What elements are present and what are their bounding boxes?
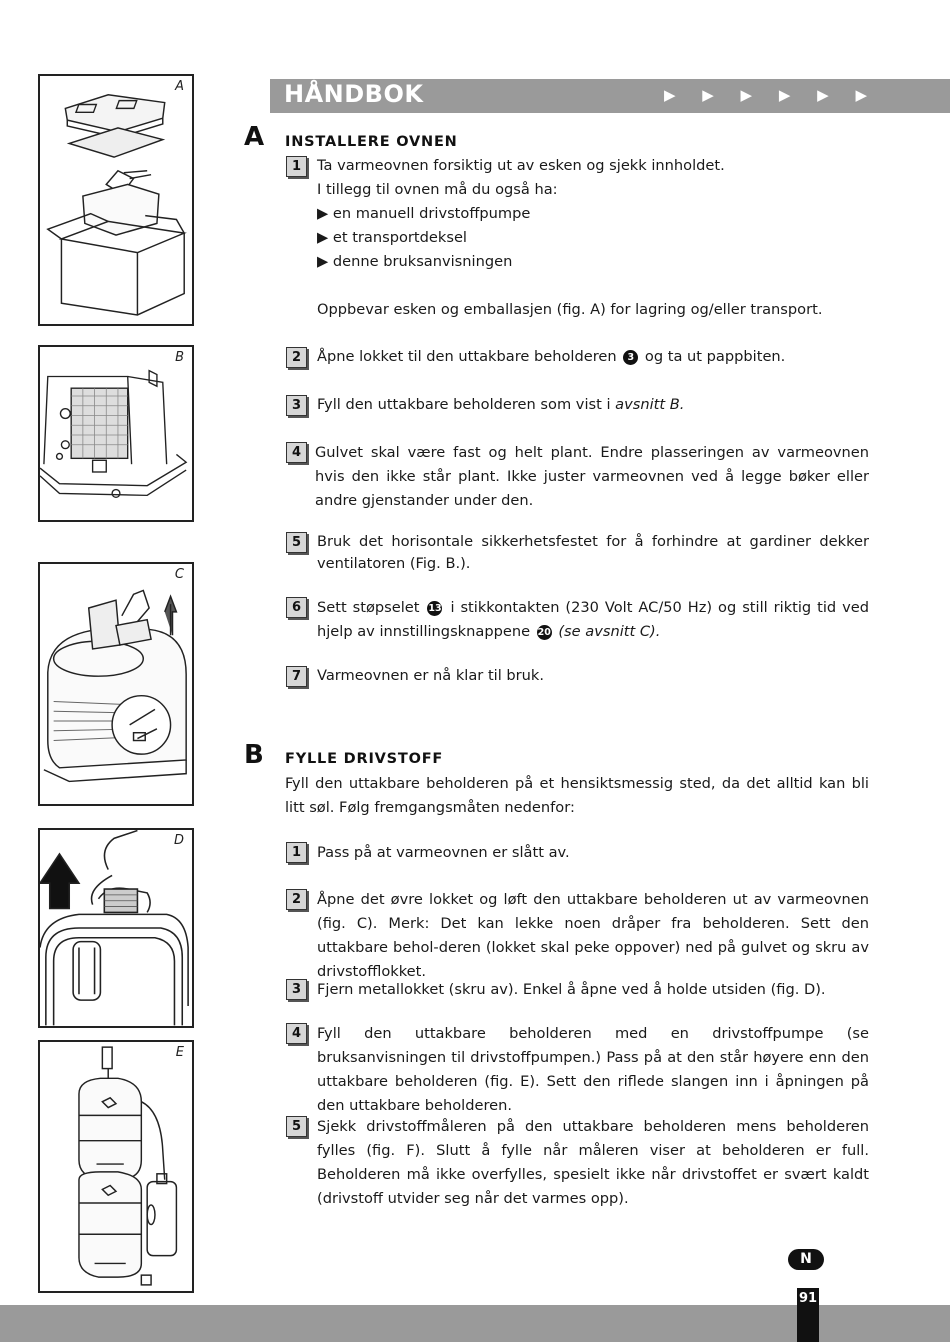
figure-d [38, 828, 194, 1028]
header-arrows: ▶ ▶ ▶ ▶ ▶ ▶ [663, 86, 878, 104]
section-b-letter: B [244, 740, 264, 770]
also-need-text: I tillegg til ovnen må du også ha: [317, 181, 558, 198]
bullet-item: ▶ et transportdeksel [317, 229, 467, 246]
step-a2-text-after: og ta ut pappbiten. [644, 348, 786, 365]
step-a6-text-1: Sett støpselet [317, 599, 420, 616]
language-badge: N [788, 1249, 824, 1270]
step-b1-number: 1 [286, 842, 307, 863]
bullet-text: et transportdeksel [332, 229, 467, 246]
section-b-intro: Fyll den uttakbare beholderen på et hensiktsmessig sted, da det alltid kan bli litt søl. Følg fremgangsmåten nedenfor: [285, 775, 869, 816]
figure-c-illustration [40, 564, 192, 804]
bullet-text: denne bruksanvisningen [332, 253, 513, 270]
section-a-title: INSTALLERE OVNEN [285, 134, 458, 150]
bullet-item: ▶ en manuell drivstoffpumpe [317, 205, 531, 222]
figure-a [38, 74, 194, 326]
step-b5-number: 5 [286, 1116, 307, 1137]
step-a5-text: Bruk det horisontale sikkerhetsfestet for å forhindre at gardiner dekker ventilatoren (Fig. B.). [317, 533, 869, 572]
step-a3-text-main: Fyll den uttakbare beholderen som vist i [317, 396, 611, 413]
step-a6-text [317, 596, 869, 644]
ref-20-badge: 20 [537, 627, 551, 638]
figure-d-label: D [173, 833, 184, 848]
step-a4-number: 4 [286, 442, 307, 463]
step-a7-number: 7 [286, 666, 307, 687]
step-a3-text [317, 393, 869, 417]
step-a6-text-italic: (se avsnitt C). [558, 623, 661, 640]
figure-e [38, 1040, 194, 1293]
bullet-item: ▶ denne bruksanvisningen [317, 253, 513, 270]
figure-a-label: A [175, 79, 184, 94]
step-b1-text: Pass på at varmeovnen er slått av. [317, 844, 570, 861]
step-a6-text-2: i stikkontakten (230 Volt AC/50 Hz) og still riktig tid ved hjelp av innstillingsknappene [317, 599, 870, 640]
step-a3-text-italic: avsnitt B. [615, 396, 685, 413]
step-a4-text: Gulvet skal være fast og helt plant. Endre plasseringen av varmeovnen hvis den ikke står plant. Ikke juster varmeovnen ved å legge bøker eller andre gjenstander under den. [315, 444, 869, 509]
ref-3-badge: 3 [623, 350, 638, 365]
step-b4-number: 4 [286, 1023, 307, 1044]
figure-b [38, 345, 194, 522]
figure-c [38, 562, 194, 806]
step-b2-number: 2 [286, 889, 307, 910]
step-a1-text: Ta varmeovnen forsiktig ut av esken og sjekk innholdet. [317, 157, 725, 174]
figure-a-illustration [40, 76, 192, 324]
bullet-text: en manuell drivstoffpumpe [332, 205, 531, 222]
step-a2-number: 2 [286, 347, 307, 368]
step-a3-number: 3 [286, 395, 307, 416]
step-a5-number: 5 [286, 532, 307, 553]
page-title: HÅNDBOK [284, 80, 424, 108]
step-b3-number: 3 [286, 979, 307, 1000]
step-b2-text: Åpne det øvre lokket og løft den uttakbare beholderen ut av varmeovnen (fig. C). Merk: Det kan lekke noen dråper fra beholderen. Sett den uttakbare behol-deren (lokket skal peke oppover) ned på gulvet og skru av drivstofflokket. [317, 891, 869, 980]
step-b3-text: Fjern metallokket (skru av). Enkel å åpne ved å holde utsiden (fig. D). [317, 981, 826, 998]
figure-d-illustration [40, 830, 192, 1026]
figure-c-label: C [174, 567, 184, 582]
step-a2-text-before: Åpne lokket til den uttakbare beholderen [317, 348, 617, 365]
section-a-letter: A [244, 122, 265, 152]
section-b-title: FYLLE DRIVSTOFF [285, 751, 444, 767]
ref-13-badge: 13 [428, 603, 442, 614]
header-bar [270, 79, 950, 113]
step-a2-text [317, 345, 869, 369]
figure-e-label: E [175, 1045, 184, 1060]
figure-e-illustration [40, 1042, 192, 1291]
step-a7-text: Varmeovnen er nå klar til bruk. [317, 667, 545, 684]
step-b5-text: Sjekk drivstoffmåleren på den uttakbare beholderen mens beholderen fylles (fig. F). Slutt å fylle når måleren viser at beholderen er full. Beholderen må ikke overfylles, spesielt ikke når drivstoffet er svært kaldt (drivstoff utvider seg når det varmes opp). [317, 1118, 869, 1207]
step-b4-text: Fyll den uttakbare beholderen med en drivstoffpumpe (se bruksanvisningen til drivstoffpumpen.) Pass på at den står høyere enn den uttakbare beholderen (fig. E). Sett den riflede slangen inn i åpningen på den uttakbare beholderen. [317, 1025, 869, 1114]
step-a6-number: 6 [286, 597, 307, 618]
store-note: Oppbevar esken og emballasjen (fig. A) for lagring og/eller transport. [317, 301, 823, 318]
figure-b-label: B [175, 350, 184, 365]
step-a1-number: 1 [286, 156, 307, 177]
page-number: 91 [797, 1288, 819, 1342]
figure-b-illustration [40, 347, 192, 520]
